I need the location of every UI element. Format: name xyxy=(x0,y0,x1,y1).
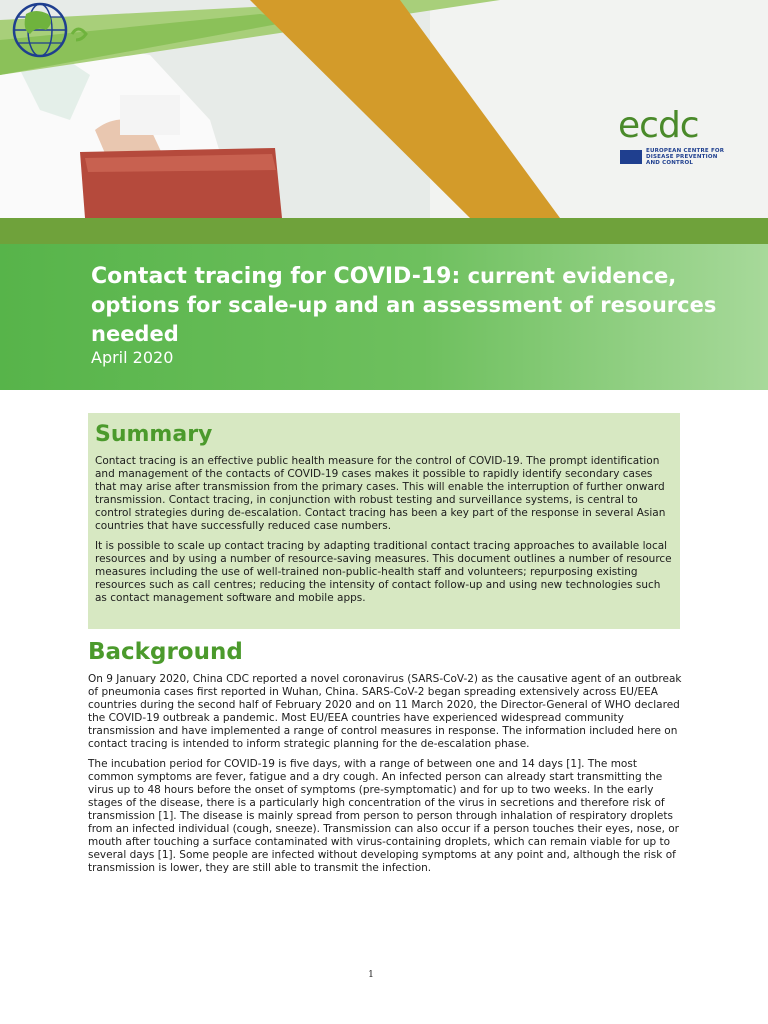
eu-flag-icon xyxy=(620,150,642,164)
ecdc-globe-icon xyxy=(0,0,130,110)
summary-paragraph: It is possible to scale up contact tracing by adapting traditional contact tracing approaches to available local resources and by using a number of resource-saving measures. This document outlines a number of resource measures including the use of well-trained non-public-health staff and volunteers; repurposing existing resources such as call centres; reducing the intensity of contact follow-up and using new technologies such as contact management software and mobile apps. xyxy=(95,540,672,604)
background-section xyxy=(88,673,682,882)
background-paragraph: On 9 January 2020, China CDC reported a novel coronavirus (SARS-CoV-2) as the causative agent of an outbreak of pneumonia cases first reported in Wuhan, China. SARS-CoV-2 began spreading extensively across EU/EEA countries during the second half of February 2020 and on 11 March 2020, the Director-General of WHO declared the COVID-19 outbreak a pandemic. Most EU/EEA countries have experienced widespread community transmission and have implemented a range of control measures in response. The information included here on contact tracing is intended to inform strategic planning for the de-escalation phase. xyxy=(88,673,682,750)
summary-heading: Summary xyxy=(95,422,213,447)
background-paragraph: The incubation period for COVID-19 is five days, with a range of between one and 14 days [1]. The most common symptoms are fever, fatigue and a dry cough. An infected person can already start transmitting the virus up to 48 hours before the onset of symptoms (pre-symptomatic) and for up to two weeks. In the early stages of the disease, there is a particularly high concentration of the virus in secretions and therefore risk of transmission [1]. The disease is mainly spread from person to person through inhalation of respiratory droplets from an infected individual (cough, sneeze). Transmission can also occur if a person touches their eyes, nose, or mouth after touching a surface contaminated with virus-containing droplets, which can remain viable for up to several days [1]. Some people are infected without developing symptoms at any point and, although the risk of transmission is lower, they are still able to transmit the infection. xyxy=(88,758,679,874)
page-number: 1 xyxy=(368,970,374,980)
cover-photo-banner xyxy=(0,0,768,218)
ecdc-logo-wordmark: ecdc xyxy=(618,105,699,146)
header-stripe xyxy=(0,218,768,244)
document-date: April 2020 xyxy=(91,348,174,367)
ecdc-logo-subtitle: EUROPEAN CENTRE FOR DISEASE PREVENTION AND CONTROL xyxy=(646,148,725,166)
summary-box xyxy=(88,413,680,629)
document-title-rest: current evidence, options for scale-up and an assessment of resources needed xyxy=(91,264,717,346)
background-heading: Background xyxy=(88,639,243,665)
document-title-lead: Contact tracing for COVID-19: xyxy=(91,264,461,289)
document-title xyxy=(91,262,731,349)
summary-paragraph: Contact tracing is an effective public health measure for the control of COVID-19. The prompt identification and management of the contacts of COVID-19 cases makes it possible to rapidly identify secondary cases that may arise after transmission from the primary cases. This will enable the interruption of further onward transmission. Contact tracing, in conjunction with robust testing and surveillance systems, is central to control strategies during de-escalation. Contact tracing has been a key part of the response in several Asian countries that have successfully reduced case numbers. xyxy=(95,455,666,532)
